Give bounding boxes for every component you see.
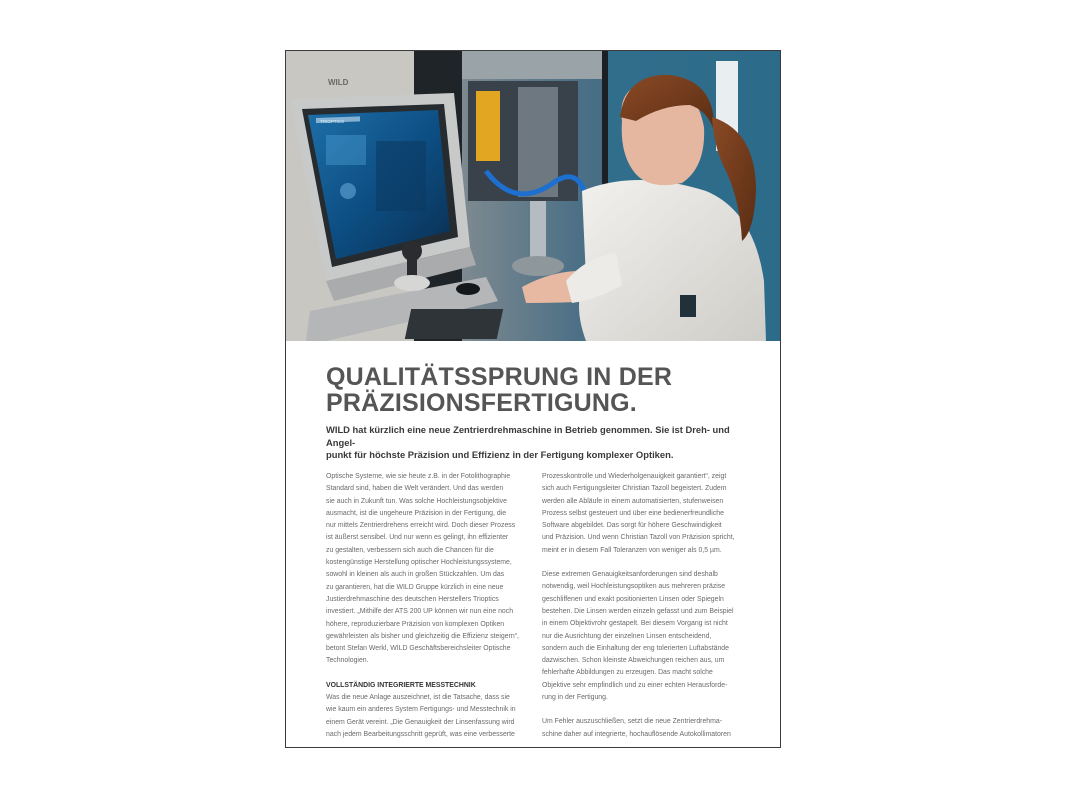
body-line: Standard sind, haben die Welt verändert. Und das werden bbox=[326, 485, 504, 493]
body-paragraph bbox=[542, 471, 757, 557]
body-line: sondern auch die Einhaltung der eng tolerierten Luftabstände bbox=[542, 644, 729, 652]
keyboard bbox=[405, 309, 503, 339]
body-line: dazwischen. Schon kleinste Abweichungen reichen aus, um bbox=[542, 657, 725, 665]
body-line: investiert. „Mithilfe der ATS 200 UP können wir nun eine noch bbox=[326, 608, 514, 616]
body-line: Justierdrehmaschine des deutschen Herstellers Trioptics bbox=[326, 595, 499, 603]
body-line: Software abgebildet. Das sorgt für höhere Geschwindigkeit bbox=[542, 522, 722, 530]
body-line: geschliffenen und exakt positionierten Linsen oder Spiegeln bbox=[542, 595, 724, 603]
monitor-brand-label: TRIOPTICS bbox=[320, 119, 345, 124]
lead-paragraph bbox=[326, 424, 756, 462]
machine-brand-label: WILD bbox=[328, 78, 349, 87]
body-paragraph bbox=[326, 471, 536, 668]
body-line: einem Gerät vereint. „Die Genauigkeit der Linsenfassung wird bbox=[326, 718, 515, 726]
body-line: Um Fehler auszuschließen, setzt die neue Zentrierdrehma- bbox=[542, 718, 723, 726]
section-subheading: VOLLSTÄNDIG INTEGRIERTE MESSTECHNIK bbox=[326, 681, 476, 689]
body-line: wie kaum ein anderes System Fertigungs- und Messtechnik in bbox=[326, 706, 516, 714]
page-title bbox=[326, 364, 672, 416]
lead-line: punkt für höchste Präzision und Effizienz in der Fertigung komplexer Optiken. bbox=[326, 449, 674, 460]
page-title-line: PRÄZISIONSFERTIGUNG. bbox=[326, 389, 637, 417]
body-line: Objektive sehr empfindlich und zu einer echten Herausforde- bbox=[542, 681, 728, 689]
body-line: ausmacht, ist die ungeheure Präzision in der Fertigung, die bbox=[326, 509, 507, 517]
body-paragraph bbox=[542, 569, 757, 704]
document-page bbox=[285, 50, 781, 748]
body-line: werden alle Abläufe in einem automatisierten, stufenweisen bbox=[542, 497, 724, 505]
body-line: nur mittels Zentrierdrehens erreicht wird. Doch dieser Prozess bbox=[326, 522, 516, 530]
body-line: Technologien. bbox=[326, 657, 369, 665]
body-line: sowohl in kleinen als auch in großen Stückzahlen. Um das bbox=[326, 571, 505, 579]
body-line: Prozess selbst gesteuert und über eine bedienerfreundliche bbox=[542, 509, 724, 517]
body-line: rung in der Fertigung. bbox=[542, 694, 608, 702]
body-line: zu garantieren, hat die WILD Gruppe kürzlich in eine neue bbox=[326, 583, 504, 591]
hero-photo bbox=[286, 51, 780, 341]
body-line: in einem Objektivrohr gestapelt. Bei diesem Vorgang ist nicht bbox=[542, 620, 728, 628]
body-line: Diese extremen Genauigkeitsanforderungen sind deshalb bbox=[542, 571, 718, 579]
mouse bbox=[456, 283, 480, 295]
body-line: nur die Ausrichtung der einzelnen Linsen entscheidend, bbox=[542, 632, 712, 640]
right-column bbox=[542, 471, 757, 748]
body-line: kostengünstige Herstellung optischer Hochleistungssysteme, bbox=[326, 559, 512, 567]
left-column bbox=[326, 471, 536, 748]
body-line: meint er in diesem Fall Toleranzen von weniger als 0,5 µm. bbox=[542, 546, 722, 554]
body-paragraph bbox=[326, 692, 536, 741]
body-line: höhere, reproduzierbare Präzision von komplexen Optiken bbox=[326, 620, 505, 628]
page-title-line: QUALITÄTSSPRUNG IN DER bbox=[326, 363, 673, 391]
body-line: nach jedem Bearbeitungsschritt geprüft, was eine verbesserte bbox=[326, 730, 515, 738]
body-line: Optische Systeme, wie sie heute z.B. in der Fotolithographie bbox=[326, 473, 511, 480]
body-line: bestehen. Die Linsen werden einzeln gefasst und zum Beispiel bbox=[542, 607, 734, 615]
body-paragraph bbox=[542, 716, 757, 741]
lead-line: WILD hat kürzlich eine neue Zentrierdrehmaschine in Betrieb genommen. Sie ist Dreh- und Angel- bbox=[326, 424, 730, 448]
body-line: betont Stefan Werkl, WILD Geschäftsbereichsleiter Optische bbox=[326, 645, 511, 653]
body-line: und Präzision. Und wenn Christian Tazoll von Präzision spricht, bbox=[542, 534, 735, 542]
body-line: sie auch in Zukunft tun. Was solche Hochleistungsobjektive bbox=[326, 497, 507, 505]
body-line: schine daher auf integrierte, hochauflösende Autokollimatoren bbox=[542, 730, 731, 738]
body-line: sich auch Fertigungsleiter Christian Tazoll begeistert. Zudem bbox=[542, 485, 727, 493]
body-line: ist äußerst sensibel. Und nur wenn es gelingt, ihn effizienter bbox=[326, 534, 509, 542]
body-line: gewährleisten als bisher und gleichzeitig die Effizienz steigern“, bbox=[326, 632, 519, 640]
body-line: Was die neue Anlage auszeichnet, ist die Tatsache, dass sie bbox=[326, 694, 510, 702]
body-line: zu gestalten, verbessern sich auch die Chancen für die bbox=[326, 546, 494, 554]
body-line: Prozesskontrolle und Wiederholgenauigkeit garantiert“, zeigt bbox=[542, 473, 727, 480]
body-line: fehlerhafte Abbildungen zu erzeugen. Das macht solche bbox=[542, 669, 713, 677]
body-line: notwendig, weil Hochleistungsoptiken aus mehreren präzise bbox=[542, 583, 726, 591]
